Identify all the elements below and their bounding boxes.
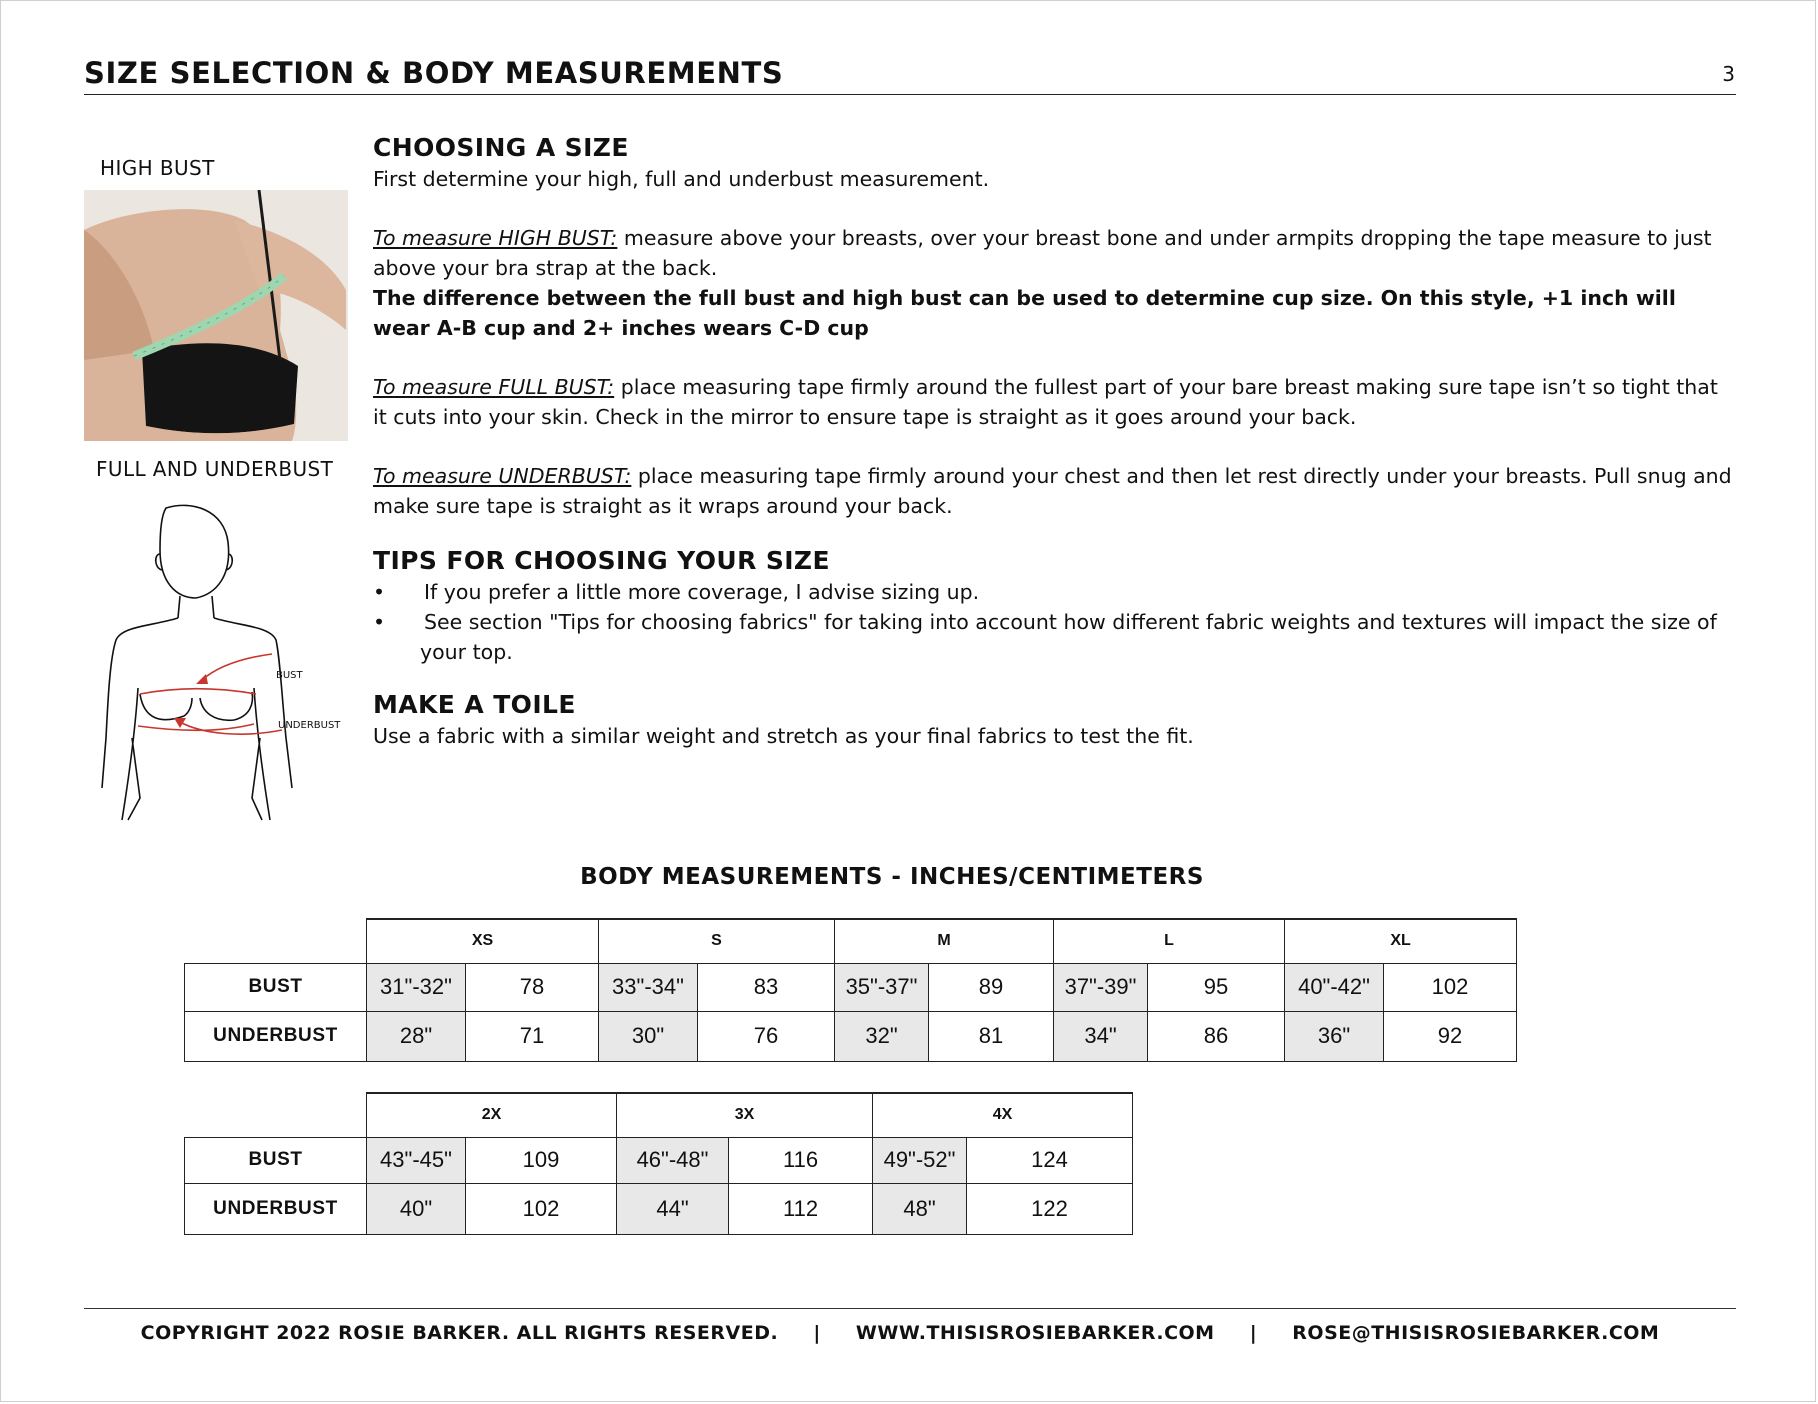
size-header: XS xyxy=(367,919,599,963)
size-header: L xyxy=(1054,919,1285,963)
row-label-bust: BUST xyxy=(185,963,367,1011)
row-label-underbust: UNDERBUST xyxy=(185,1183,367,1234)
footer xyxy=(0,1322,1800,1344)
size-header: S xyxy=(599,919,835,963)
full-bust-instruction-text: place measuring tape firmly around the fullest part of your bare breast making sure tape isn’t so tight that it cuts into your skin. Check in the mirror to ensure tape is straight as it goes around your back. xyxy=(373,375,1718,429)
size-table-standard xyxy=(184,918,1517,1062)
size-header: 2X xyxy=(367,1093,617,1137)
underbust-arrow-head xyxy=(174,718,186,728)
full-bust-instruction xyxy=(373,372,1733,432)
measurements-title: BODY MEASUREMENTS - INCHES/CENTIMETERS xyxy=(580,864,1204,890)
footer-separator: | xyxy=(1249,1322,1258,1344)
size-header: 3X xyxy=(617,1093,873,1137)
underbust-instruction-label: To measure UNDERBUST: xyxy=(373,464,632,488)
choosing-intro: First determine your high, full and underbust measurement. xyxy=(373,167,990,191)
toile-heading: MAKE A TOILE xyxy=(373,690,576,719)
high-bust-figure-label: HIGH BUST xyxy=(100,156,215,180)
instructions-column xyxy=(373,132,1733,751)
list-item: • See section "Tips for choosing fabrics" for taking into account how different fabric weights and textures will impact the size of your top. xyxy=(373,607,1733,667)
table-row: BUST 31"-32" 78 33"-34" 83 35"-37" 89 37"-39" 95 40"-42" 102 xyxy=(185,963,1517,1011)
size-table-plus xyxy=(184,1092,1133,1235)
table-row: BUST 43"-45" 109 46"-48" 116 49"-52" 124 xyxy=(185,1137,1133,1183)
size-header: M xyxy=(835,919,1054,963)
toile-text: Use a fabric with a similar weight and stretch as your final fabrics to test the fit. xyxy=(373,724,1194,748)
choosing-size-heading: CHOOSING A SIZE xyxy=(373,133,629,162)
page-title: SIZE SELECTION & BODY MEASUREMENTS xyxy=(84,56,784,90)
page-number: 3 xyxy=(1722,62,1735,86)
tips-list xyxy=(373,577,1733,667)
table-row: UNDERBUST 28" 71 30" 76 32" 81 34" 86 36" 92 xyxy=(185,1011,1517,1061)
table-row: UNDERBUST 40" 102 44" 112 48" 122 xyxy=(185,1183,1133,1234)
high-bust-photo-image xyxy=(84,190,348,441)
high-bust-instruction xyxy=(373,223,1733,283)
cup-size-note: The difference between the full bust and high bust can be used to determine cup size. On this style, +1 inch will wear A-B cup and 2+ inches wears C-D cup xyxy=(373,286,1676,340)
size-header: XL xyxy=(1285,919,1517,963)
bust-arrow-head xyxy=(196,674,208,684)
header-divider xyxy=(84,94,1736,95)
diagram-underbust-label: UNDERBUST xyxy=(278,720,341,731)
footer-divider xyxy=(84,1308,1736,1309)
size-header: 4X xyxy=(873,1093,1133,1137)
full-bust-instruction-label: To measure FULL BUST: xyxy=(373,375,615,399)
diagram-bust-label: BUST xyxy=(276,670,303,681)
full-underbust-figure-label: FULL AND UNDERBUST xyxy=(96,457,334,481)
high-bust-instruction-label: To measure HIGH BUST: xyxy=(373,226,618,250)
email-link[interactable]: ROSE@THISISROSIEBARKER.COM xyxy=(1292,1322,1660,1344)
row-label-underbust: UNDERBUST xyxy=(185,1011,367,1061)
website-link[interactable]: WWW.THISISROSIEBARKER.COM xyxy=(855,1322,1215,1344)
bullet-icon: • xyxy=(373,580,386,604)
high-bust-photo xyxy=(84,190,348,441)
bust-measurement-diagram xyxy=(92,498,362,828)
list-item: • If you prefer a little more coverage, I advise sizing up. xyxy=(373,577,1733,607)
underbust-instruction xyxy=(373,461,1733,521)
copyright-text: COPYRIGHT 2022 ROSIE BARKER. ALL RIGHTS RESERVED. xyxy=(140,1322,779,1344)
bullet-icon: • xyxy=(373,610,386,634)
underbust-instruction-text: place measuring tape firmly around your chest and then let rest directly under your breasts. Pull snug and make sure tape is straight as it wraps around your back. xyxy=(373,464,1732,518)
tips-heading: TIPS FOR CHOOSING YOUR SIZE xyxy=(373,546,830,575)
high-bust-instruction-text: measure above your breasts, over your breast bone and under armpits dropping the tape measure to just above your bra strap at the back. xyxy=(373,226,1712,280)
row-label-bust: BUST xyxy=(185,1137,367,1183)
footer-separator: | xyxy=(813,1322,821,1344)
